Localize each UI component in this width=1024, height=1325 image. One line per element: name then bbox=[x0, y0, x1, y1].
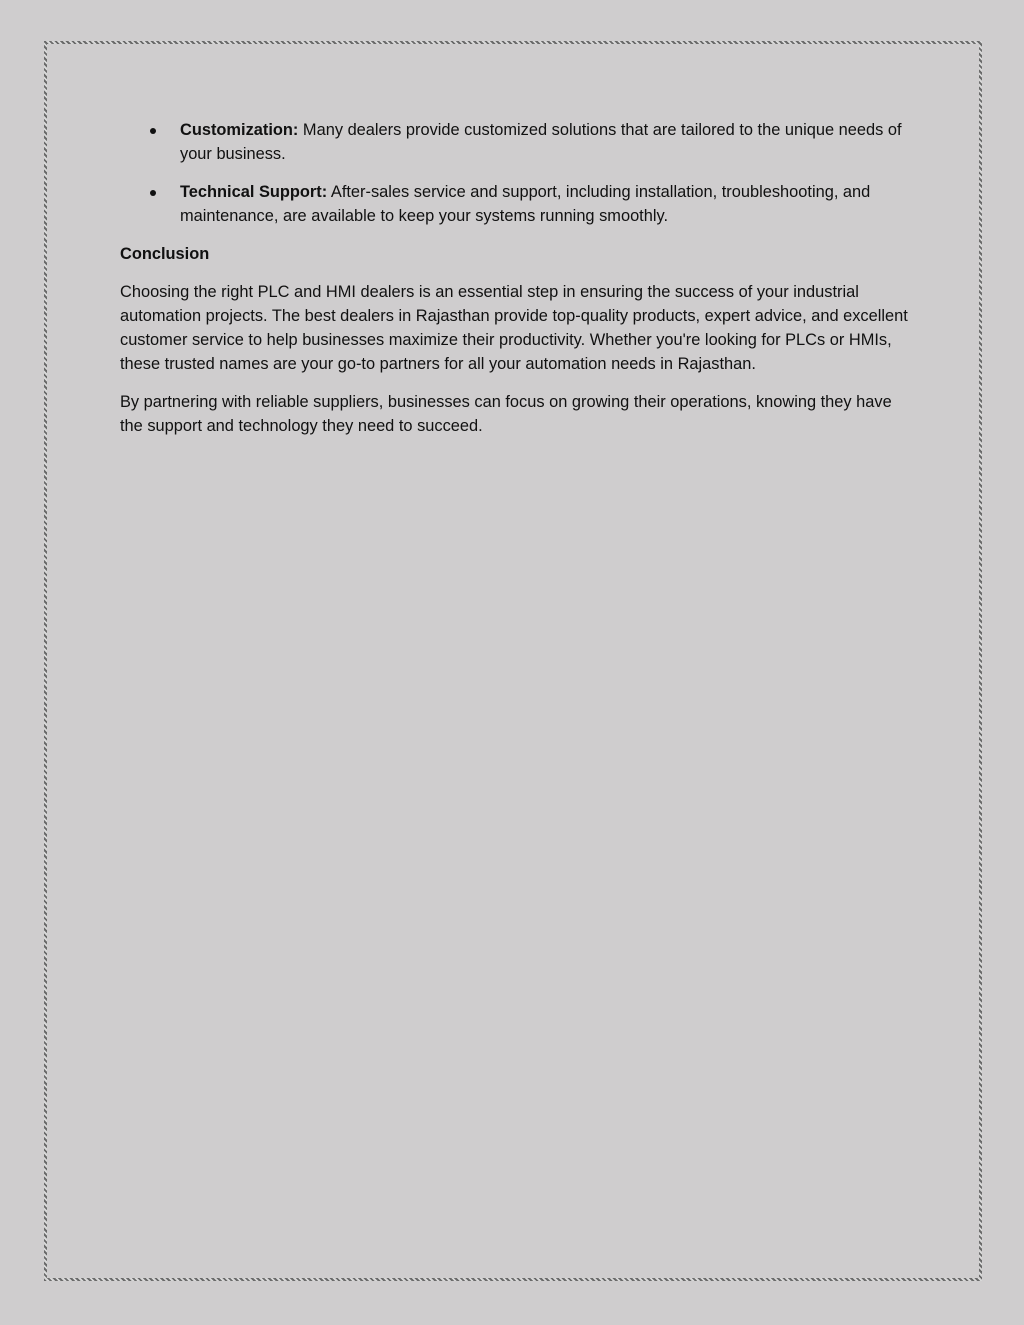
paragraph: Choosing the right PLC and HMI dealers is an essential step in ensuring the success of your industrial automation projects. The best dealers in Rajasthan provide top-quality products, expert advice, and excellent customer service to help businesses maximize their productivity. Whether you're looking for PLCs or HMIs, these trusted names are your go-to partners for all your automation needs in Rajasthan. bbox=[120, 283, 908, 373]
document-content bbox=[120, 118, 910, 452]
list-item-text: After-sales service and support, including installation, troubleshooting, and maintenance, are available to keep your systems running smoothly. bbox=[180, 183, 871, 225]
bullet-icon bbox=[150, 128, 156, 134]
list-item bbox=[120, 118, 910, 166]
list-item-text: Many dealers provide customized solutions that are tailored to the unique needs of your business. bbox=[180, 121, 902, 163]
section-heading: Conclusion bbox=[120, 245, 210, 263]
paragraph: By partnering with reliable suppliers, businesses can focus on growing their operations, knowing they have the support and technology they need to succeed. bbox=[120, 393, 892, 435]
list-item-label: Technical Support: bbox=[180, 183, 328, 201]
bullet-icon bbox=[150, 190, 156, 196]
list-item-label: Customization: bbox=[180, 121, 299, 139]
feature-list bbox=[120, 118, 910, 228]
list-item bbox=[120, 180, 910, 228]
